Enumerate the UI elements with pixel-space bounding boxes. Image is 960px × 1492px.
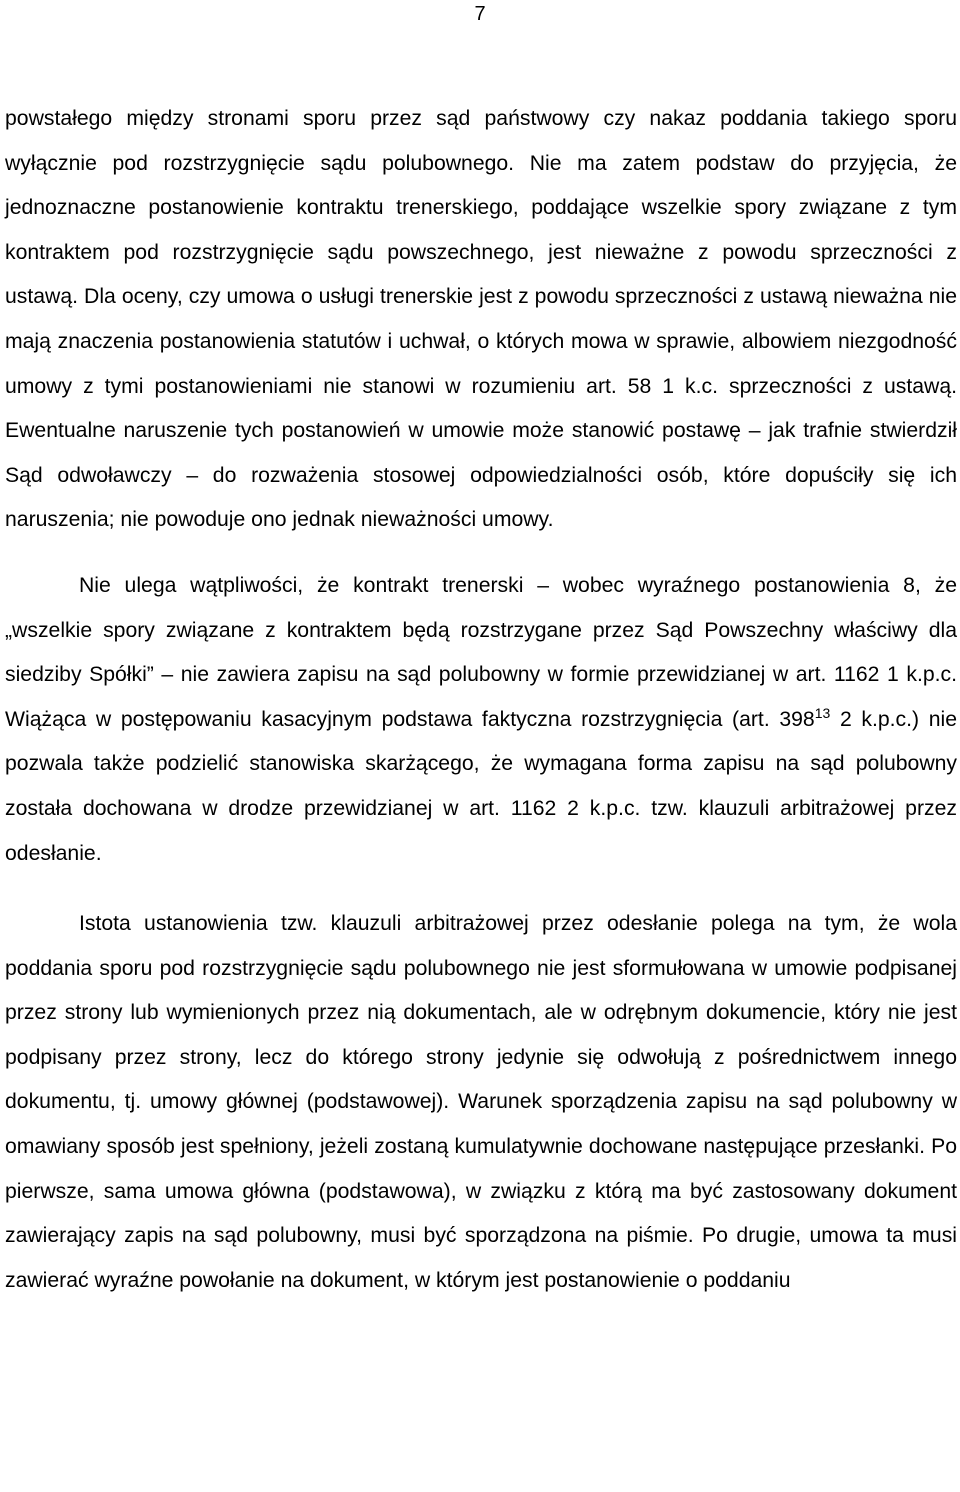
paragraph-2-text-b: 2 k.p.c.) nie pozwala także podzielić stanowiska skarżącego, że wymagana forma zapisu na sąd polubowny została dochowana w drodze przewidzianej w art. 1162 2 k.p.c. tzw. klauzuli arbitrażowej przez odesłanie. (5, 707, 957, 865)
page-number: 7 (474, 3, 486, 25)
paragraph-3: Istota ustanowienia tzw. klauzuli arbitrażowej przez odesłanie polega na tym, że wola poddania sporu pod rozstrzygnięcie sądu polubownego nie jest sformułowana w umowie podpisanej przez strony lub wymienionych przez nią dokumentach, ale w odrębnym dokumencie, który nie jest podpisany przez strony, lecz do którego strony jedynie się odwołują z pośrednictwem innego dokumentu, tj. umowy głównej (podstawowej). Warunek sporządzenia zapisu na sąd polubowny w omawiany sposób jest spełniony, jeżeli zostaną kumulatywnie dochowane następujące przesłanki. Po pierwsze, sama umowa główna (podstawowa), w związku z którą ma być zastosowany dokument zawierający zapis na sąd polubowny, musi być sporządzona na piśmie. Po drugie, umowa ta musi zawierać wyraźne powołanie na dokument, w którym jest postanowienie o poddaniu (5, 912, 957, 1292)
paragraph-2 (5, 564, 957, 876)
document-body (5, 97, 957, 1303)
article-superscript: 13 (814, 704, 831, 721)
paragraph-1: powstałego między stronami sporu przez sąd państwowy czy nakaz poddania takiego sporu wyłącznie pod rozstrzygnięcie sądu polubownego. Nie ma zatem podstaw do przyjęcia, że jednoznaczne postanowienie kontraktu trenerskiego, poddające wszelkie spory związane z tym kontraktem pod rozstrzygnięcie sądu powszechnego, jest nieważne z powodu sprzeczności z ustawą. Dla oceny, czy umowa o usługi trenerskie jest z powodu sprzeczności z ustawą nieważna nie mają znaczenia postanowienia statutów i uchwał, o których mowa w sprawie, albowiem niezgodność umowy z tymi postanowieniami nie stanowi w rozumieniu art. 58 1 k.c. sprzeczności z ustawą. Ewentualne naruszenie tych postanowień w umowie może stanowić postawę – jak trafnie stwierdził Sąd odwoławczy – do rozważenia stosowej odpowiedzialności osób, które dopuściły się ich naruszenia; nie powoduje ono jednak nieważności umowy. (5, 107, 957, 532)
paragraph-2-text-a: Nie ulega wątpliwości, że kontrakt trenerski – wobec wyraźnego postanowienia 8, że „wszelkie spory związane z kontraktem będą rozstrzygane przez Sąd Powszechny właściwy dla siedziby Spółki” – nie zawiera zapisu na sąd polubowny w formie przewidzianej w art. 1162 1 k.p.c. Wiążąca w postępowaniu kasacyjnym podstawa faktyczna rozstrzygnięcia (art. 398 (5, 573, 957, 731)
